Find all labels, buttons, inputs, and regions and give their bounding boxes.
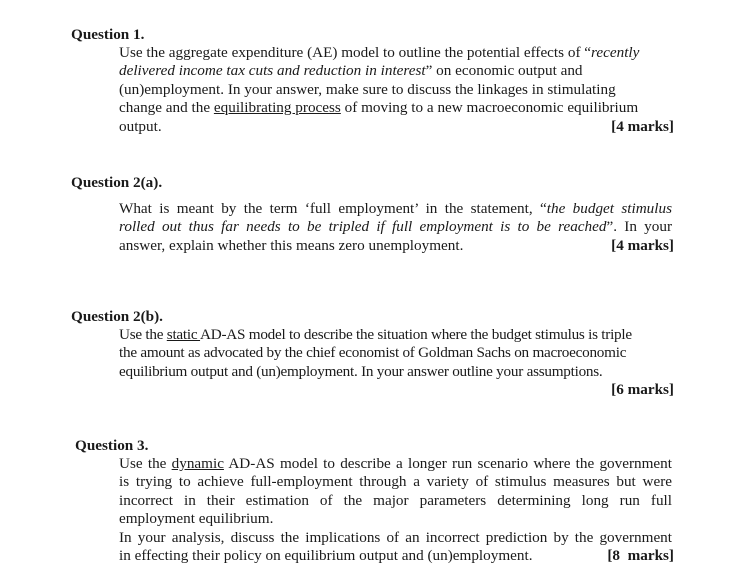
question-2b-text: Use the — [119, 326, 167, 343]
question-2a-title: Question 2(a). — [71, 174, 163, 191]
question-3-line-6 — [119, 547, 672, 565]
question-2a-text: What is meant by the term ‘full employment’ in the statement, “ — [119, 200, 547, 217]
question-2a-line-3 — [119, 237, 672, 255]
question-2b-marks: [6 marks] — [611, 381, 674, 399]
question-3-text: in effecting their policy on equilibrium output and (un)employment. — [119, 546, 533, 564]
question-2a-body — [119, 200, 672, 255]
question-3-line-2: is trying to achieve full-employment through a variety of stimulus measures but were — [119, 473, 672, 491]
question-3-line-1 — [119, 455, 672, 473]
question-2a-quote: the budget stimulus — [546, 200, 672, 217]
question-3-line-5: In your analysis, discuss the implications of an incorrect prediction by the government — [119, 528, 672, 546]
question-1-underlined-term: equilibrating process — [213, 99, 341, 117]
question-2a-marks: [4 marks] — [611, 236, 674, 254]
question-1-quote: recently — [591, 44, 640, 61]
question-2b-line-1 — [119, 326, 672, 344]
question-3-title: Question 3. — [75, 437, 149, 454]
question-1-text: output. — [119, 117, 162, 135]
question-1-text: Use the aggregate expenditure (AE) model to outline the potential effects of “ — [119, 44, 592, 61]
question-3-body — [119, 455, 672, 565]
question-3-text: AD-AS model to describe a longer run scenario where the government — [223, 455, 672, 472]
question-1-body — [119, 44, 672, 136]
question-1-text: of moving to a new macroeconomic equilibrium — [340, 99, 639, 117]
question-2b-line-2: the amount as advocated by the chief economist of Goldman Sachs on macroeconomic — [119, 344, 627, 362]
question-1-title: Question 1. — [71, 26, 145, 43]
question-3-underlined-term: dynamic — [171, 455, 224, 472]
question-1-quote-cont: delivered income tax cuts and reduction in interest — [119, 62, 426, 80]
question-2b-underlined-term: static — [166, 326, 201, 343]
question-2b-title: Question 2(b). — [71, 308, 163, 325]
question-3-marks: [8 marks] — [607, 546, 674, 564]
question-3-text: Use the — [119, 455, 172, 472]
question-1-text: ” on economic output and — [425, 62, 583, 80]
question-2b-body — [119, 326, 672, 400]
question-1-line-5 — [119, 118, 672, 136]
question-1-line-1 — [119, 44, 672, 62]
question-2a-text: answer, explain whether this means zero unemployment. — [119, 236, 464, 254]
question-3-line-3: incorrect in their estimation of the major parameters determining long run full — [119, 491, 672, 509]
question-1-line-4 — [119, 99, 672, 117]
question-2b-text: AD-AS model to describe the situation where the budget stimulus is triple — [200, 326, 632, 343]
question-1-line-3: (un)employment. In your answer, make sure to discuss the linkages in stimulating — [119, 80, 616, 98]
question-2a-line-1 — [119, 200, 672, 218]
question-2a-text: ”. In your — [606, 218, 672, 236]
question-2a-quote-cont: rolled out thus far needs to be tripled if full employment is to be reached — [119, 218, 607, 236]
question-2a-line-2 — [119, 218, 672, 236]
question-2b-line-3: equilibrium output and (un)employment. In your answer outline your assumptions. — [119, 362, 603, 380]
question-1-text: change and the — [119, 99, 214, 117]
question-1-line-2 — [119, 62, 672, 80]
question-3-line-4: employment equilibrium. — [119, 510, 274, 528]
question-1-marks: [4 marks] — [611, 117, 674, 135]
